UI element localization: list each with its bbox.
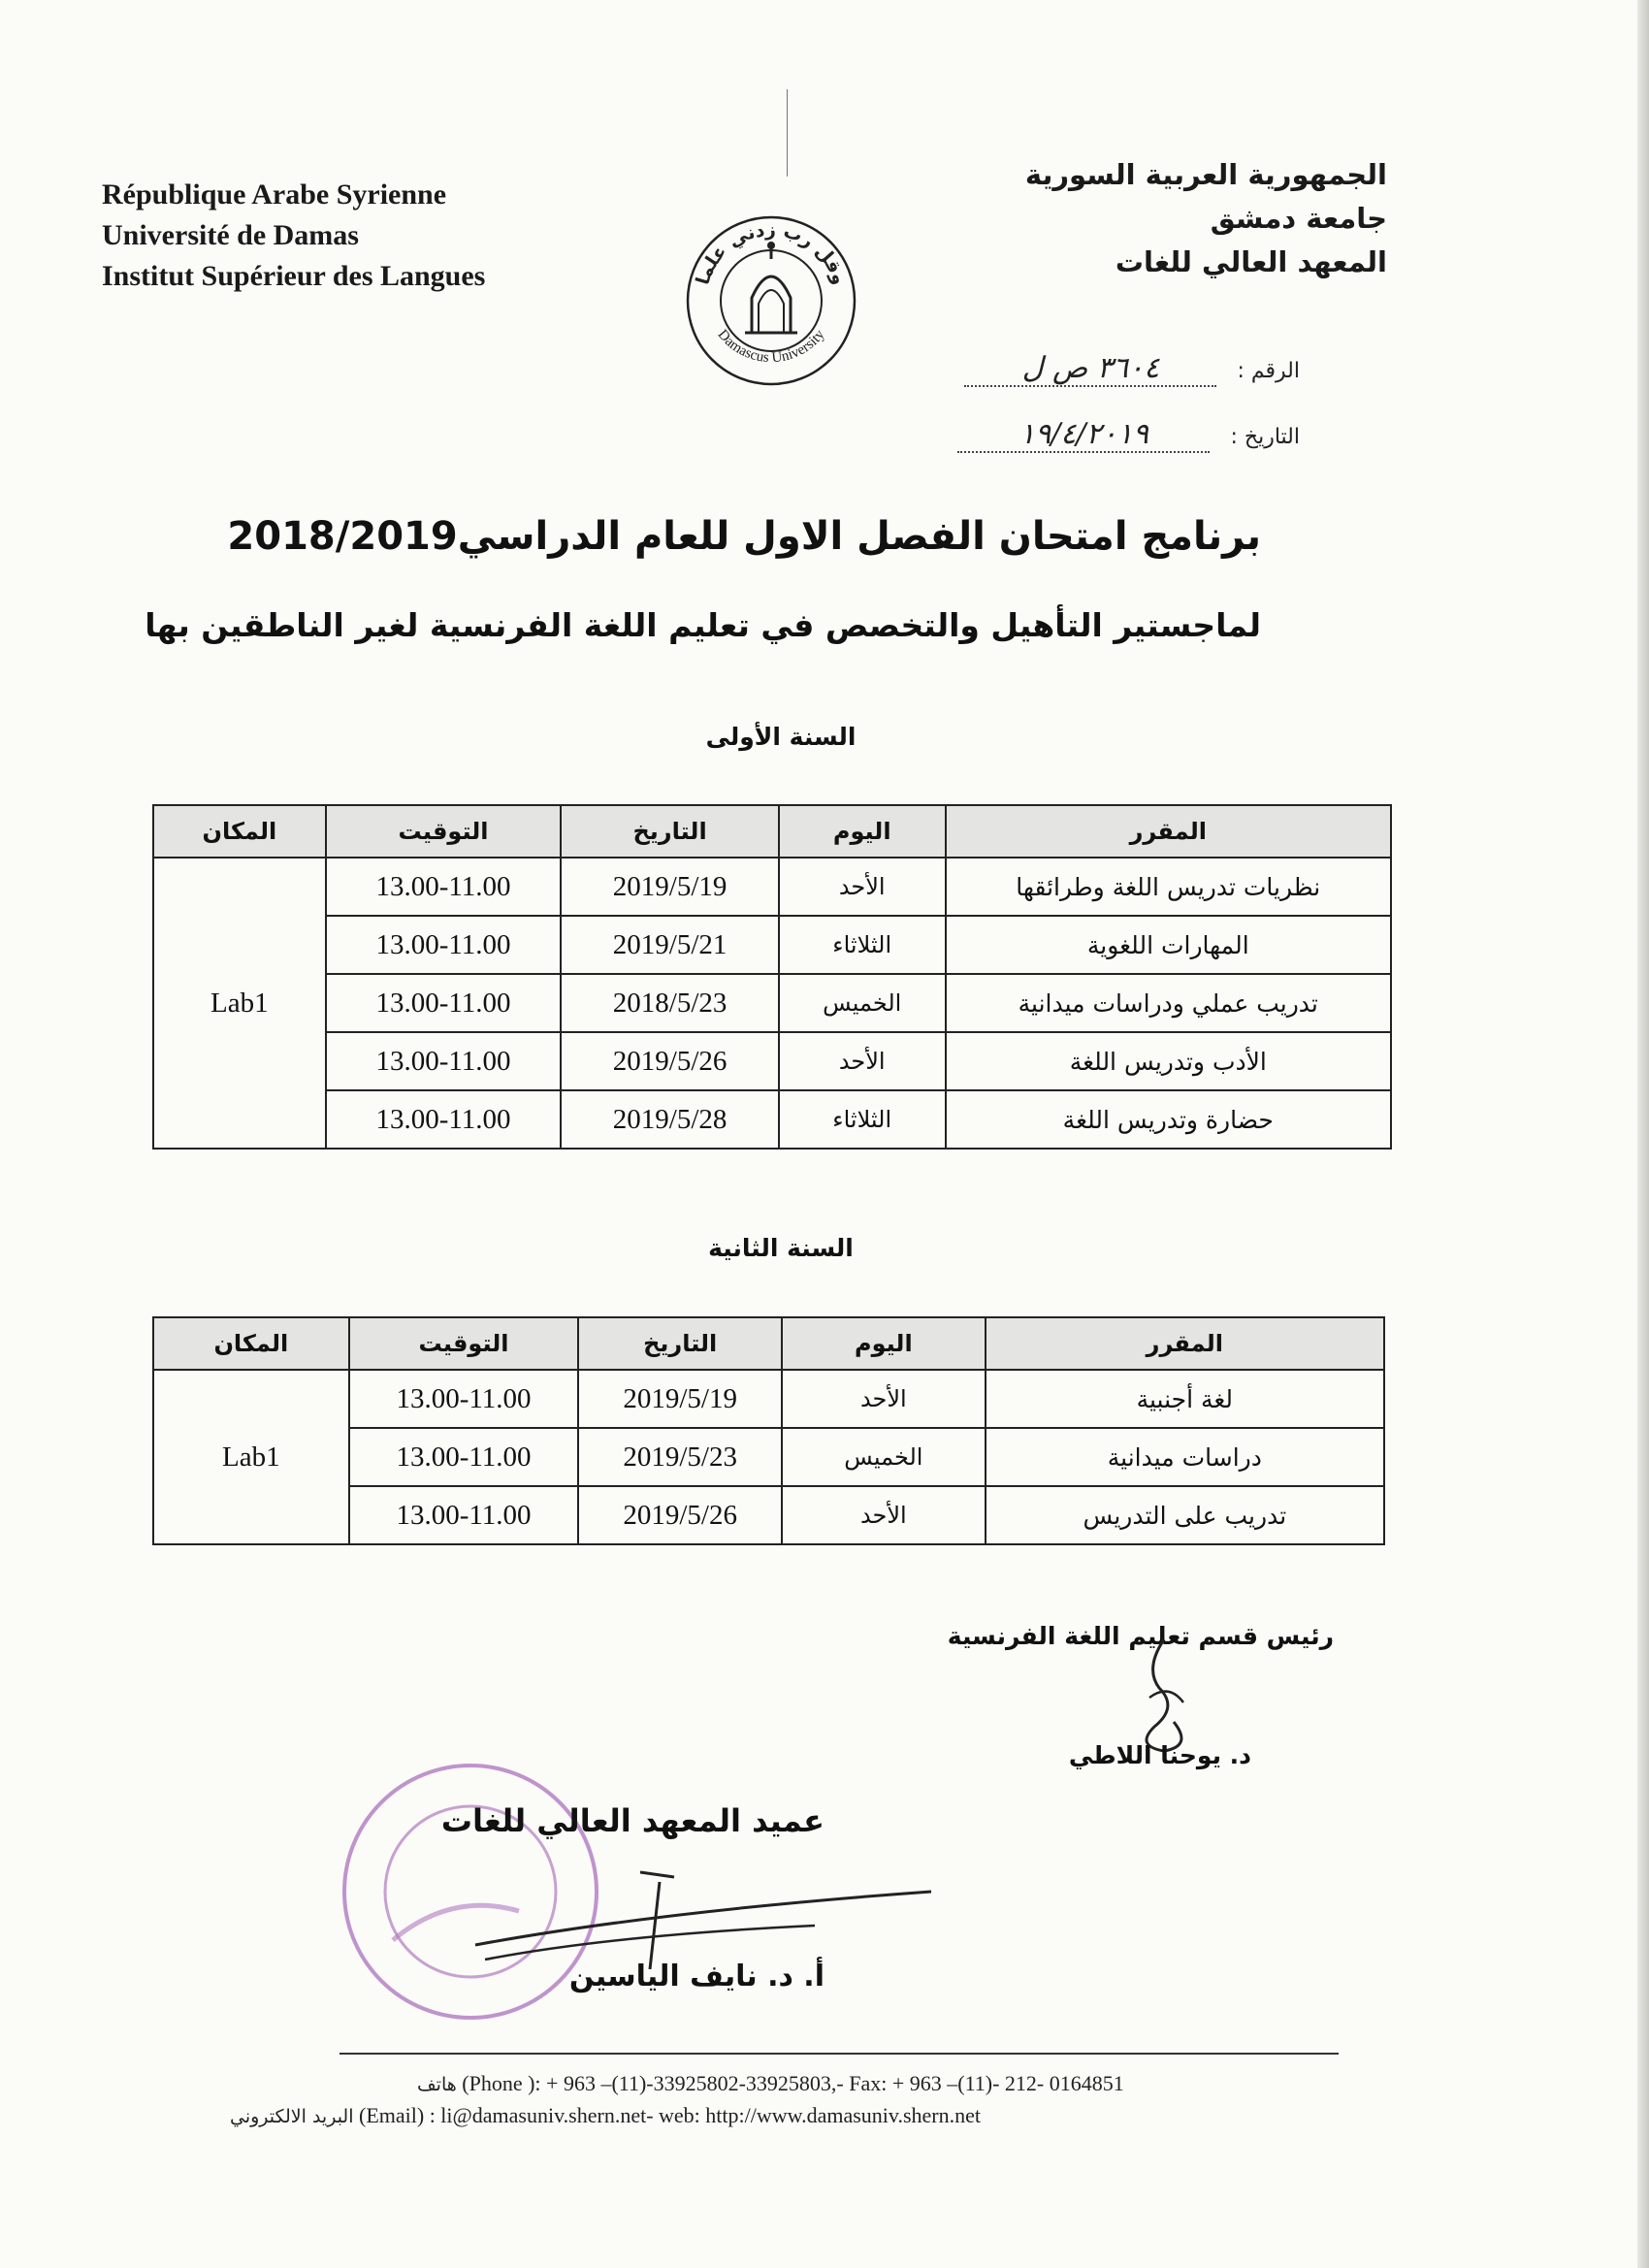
dean-name: أ. د. نايف الياسين xyxy=(568,1960,824,1993)
footer-phone-line: (Phone ): + 963 –(11)-33925802-33925803,- Fax: + 963 –(11)- 212- 0164851 xyxy=(462,2071,1124,2095)
date-cell: 2019/5/19 xyxy=(578,1370,782,1428)
footer-email-label: البريد الالكتروني xyxy=(230,2106,354,2127)
french-header xyxy=(102,175,485,297)
course-cell: المهارات اللغوية xyxy=(946,916,1391,974)
ar-university: جامعة دمشق xyxy=(1210,202,1387,235)
fr-institute: Institut Supérieur des Langues xyxy=(102,260,486,292)
table-row xyxy=(153,916,1391,974)
date-cell: 2019/5/19 xyxy=(561,858,779,916)
ar-institute: المعهد العالي للغات xyxy=(1115,245,1387,278)
footer-email-row xyxy=(230,2103,981,2128)
time-cell: 13.00-11.00 xyxy=(349,1370,579,1428)
column-header-course: المقرر xyxy=(946,805,1391,858)
table-row xyxy=(153,1032,1391,1090)
place-cell: Lab1 xyxy=(153,858,326,1149)
time-cell: 13.00-11.00 xyxy=(326,1032,562,1090)
column-header-place: المكان xyxy=(153,1317,349,1370)
reference-number-label: الرقم : xyxy=(1237,359,1300,383)
department-head-name: د. يوحنا اللاطي xyxy=(1068,1741,1251,1769)
course-cell: دراسات ميدانية xyxy=(986,1428,1384,1486)
day-cell: الثلاثاء xyxy=(779,1090,946,1149)
column-header-time: التوقيت xyxy=(326,805,562,858)
logo-name: Damascus University xyxy=(714,327,828,367)
column-header-date: التاريخ xyxy=(578,1317,782,1370)
column-header-course: المقرر xyxy=(986,1317,1384,1370)
footer-phone-row xyxy=(417,2071,1124,2096)
date-cell: 2019/5/23 xyxy=(578,1428,782,1486)
column-header-date: التاريخ xyxy=(561,805,779,858)
time-cell: 13.00-11.00 xyxy=(326,1090,562,1149)
column-header-time: التوقيت xyxy=(349,1317,579,1370)
day-cell: الخميس xyxy=(779,974,946,1032)
arabic-header xyxy=(1025,153,1387,284)
date-cell: 2019/5/28 xyxy=(561,1090,779,1149)
fold-line xyxy=(787,89,788,177)
course-cell: الأدب وتدريس اللغة xyxy=(946,1032,1391,1090)
scan-edge xyxy=(1637,0,1649,2268)
date-cell: 2018/5/23 xyxy=(561,974,779,1032)
reference-date-label: التاريخ : xyxy=(1230,425,1300,449)
year1-heading: السنة الأولى xyxy=(705,723,857,751)
date-cell: 2019/5/21 xyxy=(561,916,779,974)
course-cell: نظريات تدريس اللغة وطرائقها xyxy=(946,858,1391,916)
day-cell: الأحد xyxy=(782,1486,986,1544)
day-cell: الأحد xyxy=(779,1032,946,1090)
day-cell: الخميس xyxy=(782,1428,986,1486)
ar-country: الجمهورية العربية السورية xyxy=(1024,158,1387,191)
course-cell: لغة أجنبية xyxy=(986,1370,1384,1428)
university-logo xyxy=(679,209,863,393)
fr-university: Université de Damas xyxy=(102,219,359,251)
year2-heading: السنة الثانية xyxy=(708,1234,854,1262)
dean-title: عميد المعهد العالي للغات xyxy=(440,1802,824,1839)
department-head-title: رئيس قسم تعليم اللغة الفرنسية xyxy=(947,1622,1334,1650)
table-row xyxy=(153,858,1391,916)
day-cell: الأحد xyxy=(782,1370,986,1428)
date-cell: 2019/5/26 xyxy=(561,1032,779,1090)
time-cell: 13.00-11.00 xyxy=(326,916,562,974)
footer-phone-label: هاتف xyxy=(417,2074,457,2095)
footer-email-line: (Email) : li@damasuniv.shern.net- web: http://www.damasuniv.shern.net xyxy=(359,2103,982,2127)
column-header-day: اليوم xyxy=(782,1317,986,1370)
time-cell: 13.00-11.00 xyxy=(326,974,562,1032)
column-header-day: اليوم xyxy=(779,805,946,858)
date-cell: 2019/5/26 xyxy=(578,1486,782,1544)
reference-number-row xyxy=(964,351,1300,387)
time-cell: 13.00-11.00 xyxy=(349,1428,579,1486)
year2-schedule-table xyxy=(152,1316,1385,1545)
reference-date-row xyxy=(957,417,1300,453)
document-subtitle: لماجستير التأهيل والتخصص في تعليم اللغة الفرنسية لغير الناطقين بها xyxy=(145,606,1261,644)
document-title: برنامج امتحان الفصل الاول للعام الدراسي2018/2019 xyxy=(227,514,1261,559)
logo-motto: وقل رب زدني علما xyxy=(692,218,851,288)
table-row xyxy=(153,1370,1384,1428)
column-header-place: المكان xyxy=(153,805,326,858)
table-row xyxy=(153,974,1391,1032)
course-cell: تدريب على التدريس xyxy=(986,1486,1384,1544)
day-cell: الأحد xyxy=(779,858,946,916)
time-cell: 13.00-11.00 xyxy=(326,858,562,916)
reference-number-value: ٣٦٠٤ ص ل xyxy=(964,351,1216,387)
time-cell: 13.00-11.00 xyxy=(349,1486,579,1544)
course-cell: تدريب عملي ودراسات ميدانية xyxy=(946,974,1391,1032)
footer-divider xyxy=(340,2053,1339,2055)
table-row xyxy=(153,1090,1391,1149)
table-header-row xyxy=(153,805,1391,858)
course-cell: حضارة وتدريس اللغة xyxy=(946,1090,1391,1149)
day-cell: الثلاثاء xyxy=(779,916,946,974)
table-header-row xyxy=(153,1317,1384,1370)
fr-country: République Arabe Syrienne xyxy=(102,178,447,211)
reference-date-value: ١٩/٤/٢٠١٩ xyxy=(957,417,1210,453)
place-cell: Lab1 xyxy=(153,1370,349,1544)
year1-schedule-table xyxy=(152,804,1392,1150)
